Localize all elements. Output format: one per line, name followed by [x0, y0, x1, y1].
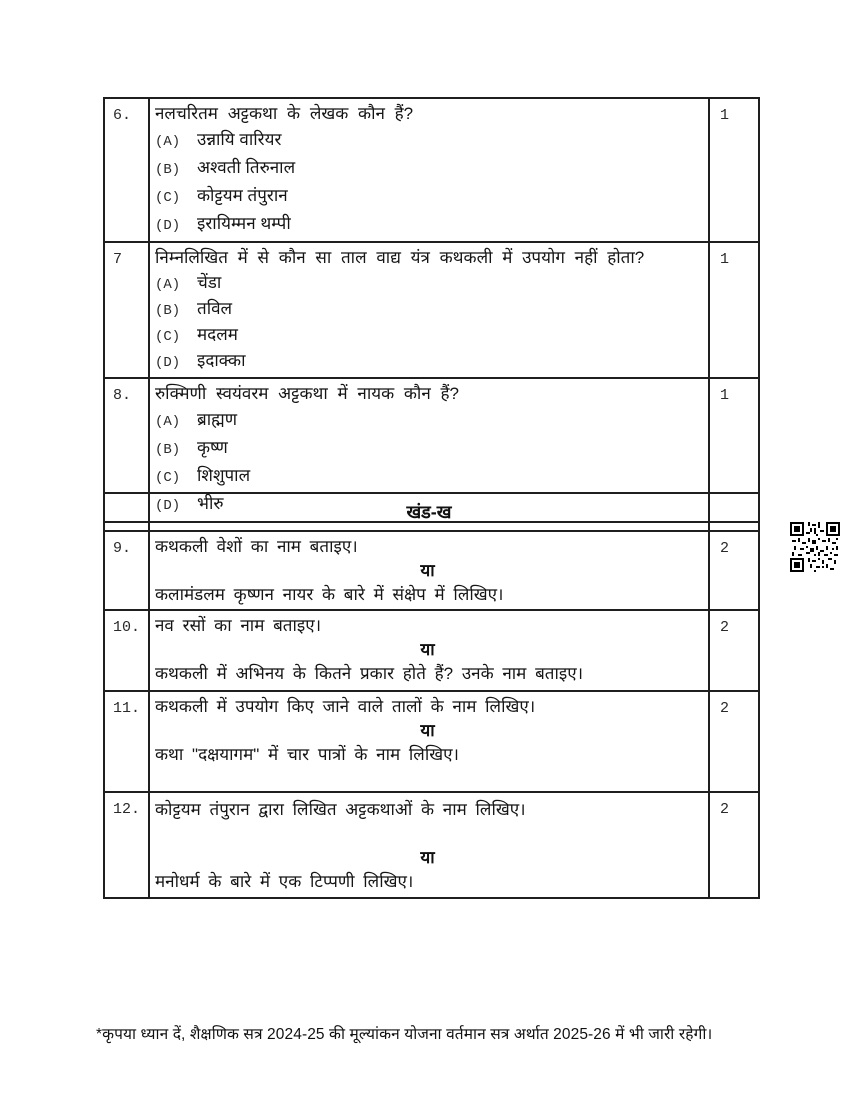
option-text: कोट्टयम तंपुरान	[197, 186, 288, 205]
section-a-table	[103, 97, 760, 523]
option-label: (D)	[155, 355, 181, 371]
question-number: 8.	[104, 378, 149, 522]
question-body	[149, 531, 709, 610]
question-row-12	[104, 792, 759, 898]
or-separator: या	[420, 721, 435, 740]
question-row-6	[104, 98, 759, 242]
question-body	[149, 242, 709, 378]
question-number: 11.	[104, 691, 149, 792]
question-number: 7	[104, 242, 149, 378]
empty-cell	[104, 493, 149, 531]
marks-value: 2	[709, 610, 759, 691]
option-label: (D)	[155, 498, 181, 514]
section-b-table	[103, 492, 760, 899]
footer-note: *कृपया ध्यान दें, शैक्षणिक सत्र 2024-25 की मूल्यांकन योजना वर्तमान सत्र अर्थात 2025-26 में भी जारी रहेगी।	[96, 1026, 713, 1043]
question-second-alternative: कथकली में अभिनय के कितने प्रकार होते हैं? उनके नाम बताइए।	[155, 664, 584, 683]
question-body	[149, 98, 709, 242]
marks-value: 1	[709, 98, 759, 242]
qr-code-icon	[790, 522, 840, 572]
question-number: 6.	[104, 98, 149, 242]
question-text: नलचरितम अट्टकथा के लेखक कौन हैं?	[155, 104, 414, 123]
question-second-alternative: मनोधर्म के बारे में एक टिप्पणी लिखिए।	[155, 872, 414, 891]
option-row	[155, 155, 700, 183]
option-text: मदलम	[197, 325, 238, 344]
option-row	[155, 463, 700, 491]
question-number: 10.	[104, 610, 149, 691]
option-label: (C)	[155, 329, 181, 345]
option-label: (B)	[155, 442, 181, 458]
option-row	[155, 435, 700, 463]
or-separator: या	[420, 848, 435, 867]
option-text: ब्राह्मण	[197, 410, 238, 429]
option-label: (A)	[155, 134, 181, 150]
or-separator: या	[420, 561, 435, 580]
option-text: शिशुपाल	[197, 466, 251, 485]
option-text: तविल	[197, 299, 233, 318]
question-first-alternative: कोट्टयम तंपुरान द्वारा लिखित अट्टकथाओं के नाम लिखिए।	[155, 800, 526, 819]
option-row	[155, 127, 700, 155]
question-text: रुक्मिणी स्वयंवरम अट्टकथा में नायक कौन हैं?	[155, 384, 459, 403]
option-label: (C)	[155, 190, 181, 206]
option-row	[155, 271, 700, 297]
option-text: भीरु	[197, 494, 224, 513]
option-row	[155, 211, 700, 239]
marks-value: 1	[709, 378, 759, 522]
option-text: उन्नायि वारियर	[197, 130, 282, 149]
question-first-alternative: कथकली में उपयोग किए जाने वाले तालों के नाम लिखिए।	[155, 697, 536, 716]
empty-cell	[709, 493, 759, 531]
question-second-alternative: कथा "दक्षयागम" में चार पात्रों के नाम लिखिए।	[155, 745, 459, 764]
question-row-7	[104, 242, 759, 378]
question-row-11	[104, 691, 759, 792]
option-text: इदाक्का	[197, 351, 246, 370]
option-label: (A)	[155, 414, 181, 430]
marks-value: 2	[709, 531, 759, 610]
option-text: अश्वती तिरुनाल	[197, 158, 296, 177]
question-first-alternative: कथकली वेशों का नाम बताइए।	[155, 537, 358, 556]
or-separator: या	[420, 640, 435, 659]
question-body	[149, 691, 709, 792]
question-row-10	[104, 610, 759, 691]
question-body	[149, 610, 709, 691]
option-label: (B)	[155, 162, 181, 178]
section-title: खंड-ख	[149, 493, 709, 531]
option-text: इरायिम्मन थम्पी	[197, 214, 291, 233]
question-second-alternative: कलामंडलम कृष्णन नायर के बारे में संक्षेप में लिखिए।	[155, 585, 504, 604]
question-number: 12.	[104, 792, 149, 898]
option-label: (D)	[155, 218, 181, 234]
option-text: चेंडा	[197, 273, 222, 292]
question-number: 9.	[104, 531, 149, 610]
option-label: (C)	[155, 470, 181, 486]
option-row	[155, 407, 700, 435]
question-body	[149, 792, 709, 898]
section-header-row	[104, 493, 759, 531]
question-row-9	[104, 531, 759, 610]
marks-value: 2	[709, 691, 759, 792]
option-row	[155, 349, 700, 375]
option-text: कृष्ण	[197, 438, 228, 457]
option-label: (A)	[155, 277, 181, 293]
option-row	[155, 183, 700, 211]
marks-value: 2	[709, 792, 759, 898]
question-first-alternative: नव रसों का नाम बताइए।	[155, 616, 322, 635]
option-row	[155, 297, 700, 323]
marks-value: 1	[709, 242, 759, 378]
question-text: निम्नलिखित में से कौन सा ताल वाद्य यंत्र कथकली में उपयोग नहीं होता?	[155, 248, 645, 267]
option-label: (B)	[155, 303, 181, 319]
option-row	[155, 323, 700, 349]
